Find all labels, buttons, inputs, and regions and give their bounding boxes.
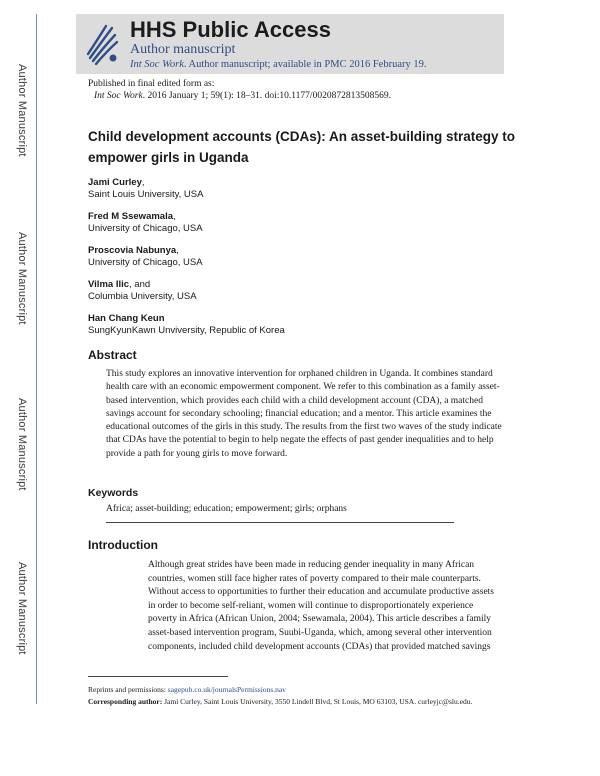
article-title: Child development accounts (CDAs): An asset-building strategy to empower girls in Uganda [88,129,516,165]
abstract-text: This study explores an innovative intervention for orphaned children in Uganda. It combines standard health care with an economic empowerment component. We refer to this combination as a family asset-based intervention, which provides each child with a child development account (CDA), a matched savings account for secondary schooling; financial education; and a mentor. This article examines the educational outcomes of the girls in this study. The results from the first two waves of the study indicate that CDAs have the potential to begin to help negate the effects of past gender inequalities and to help provide a path for young girls to move forward. [106,369,502,459]
corresponding-text: Jami Curley, Saint Louis University, 3550 Lindell Blvd, St Louis, MO 63103, USA. curleyjc@slu.edu. [162,697,473,706]
author-entry [88,279,285,313]
keywords-text: Africa; asset-building; education; empowerment; girls; orphans [106,504,347,514]
author-name: Vilma Ilic [88,279,130,290]
banner-subtitle: Author manuscript [130,42,236,57]
author-affiliation: University of Chicago, USA [88,257,203,268]
side-label-author-manuscript: Author Manuscript [16,398,28,491]
side-label-author-manuscript: Author Manuscript [16,232,28,325]
author-separator: , and [129,279,151,290]
author-name: Jami Curley [88,177,142,188]
author-affiliation: Saint Louis University, USA [88,189,204,200]
author-entry [88,245,285,279]
author-name: Fred M Ssewamala [88,211,174,222]
margin-divider [36,14,37,704]
keywords-divider [106,522,454,523]
keywords-heading: Keywords [88,487,139,499]
author-affiliation: University of Chicago, USA [88,223,203,234]
publication-info [88,78,391,102]
author-entry [88,313,285,347]
reprints-note [88,684,472,696]
author-entry [88,211,285,245]
reprints-label: Reprints and permissions: [88,685,168,694]
author-affiliation: Columbia University, USA [88,291,197,302]
side-label-author-manuscript: Author Manuscript [16,562,28,655]
footnotes [88,684,472,708]
published-label: Published in final edited form as: [88,79,215,89]
banner-availability-text: . Author manuscript; available in PMC 2016 February 19. [183,59,427,70]
citation-journal: Int Soc Work [94,91,143,101]
author-name: Proscovia Nabunya [88,245,177,256]
author-name: Han Chang Keun [88,313,165,324]
introduction-heading: Introduction [88,538,158,552]
banner-journal: Int Soc Work [130,59,184,70]
banner-title: HHS Public Access [130,17,331,42]
citation [88,90,391,102]
author-separator: , [176,245,179,256]
side-label-author-manuscript: Author Manuscript [16,64,28,157]
footnote-divider [88,676,228,677]
hhs-eagle-logo-icon [82,18,122,70]
author-separator: , [141,177,145,188]
corresponding-note [88,696,472,708]
author-list [88,177,285,347]
author-separator: , [173,211,176,222]
author-entry [88,177,285,211]
corresponding-label: Corresponding author: [88,697,163,706]
hhs-banner [76,14,504,74]
author-affiliation: SungKyunKawn Unviversity, Republic of Korea [88,325,285,336]
banner-availability [130,59,427,70]
permissions-link[interactable]: sagepub.co.uk/journalsPermissions.nav [167,685,286,694]
abstract-heading: Abstract [88,348,137,362]
citation-text: . 2016 January 1; 59(1): 18–31. doi:10.1177/0020872813508569. [142,91,391,101]
introduction-text: Although great strides have been made in reducing gender inequality in many African countries, women still face higher rates of poverty compared to their male counterparts. Without access to opportunities to further their education and accumulate productive assets in order to become self-reliant, women will continue to disproportionately experience poverty in Africa (African Union, 2004; Ssewamala, 2004). This article describes a family asset-based intervention program, Suubi-Uganda, which, among several other intervention components, included child development accounts (CDAs) that provided matched savings [148,560,494,652]
